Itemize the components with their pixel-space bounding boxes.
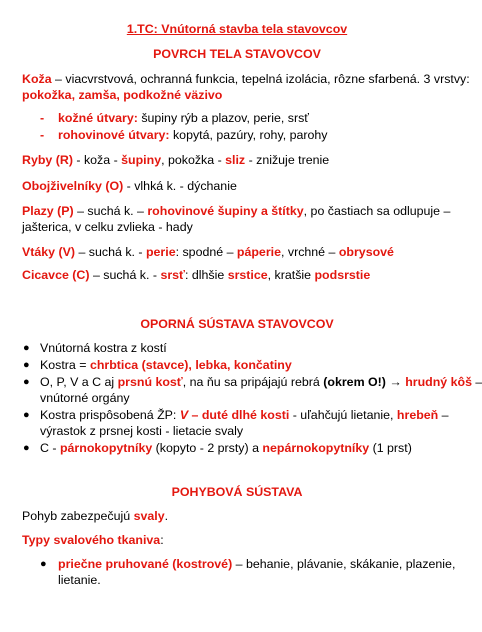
movement-paragraph [22,509,168,524]
dash-item-horn-formations [58,128,328,143]
text-run: – [438,408,449,422]
support-bullet-4-line-1 [40,408,449,423]
highlight-term: šupiny [121,153,162,167]
support-bullet-3-line-2: vnútorné orgány [40,391,130,405]
arrow-text: → [385,375,406,389]
birds-label: Vtáky (V) [22,245,76,259]
highlight-term: perie [145,245,176,259]
highlight-term: duté dlhé kosti [201,408,290,422]
text-run: (1 prst) [369,441,412,455]
text-run: O, P, V a C aj [40,375,118,389]
text-run: - koža - [72,153,122,167]
bullet-icon: ● [40,558,47,570]
highlight-term: V [179,408,189,422]
reptiles-line-2: jašterica, v celku zvlieka - hady [22,220,193,234]
section-heading-surface: POVRCH TELA STAVOVCOV [153,47,321,61]
dash-item-label: kožné útvary: [58,111,138,125]
highlight-term: podsrstie [314,268,371,282]
text-run: – [471,375,482,389]
text-run: Kostra prispôsobená ŽP: [40,408,180,422]
highlight-term: srstice [227,268,268,282]
text-run: , kratšie [267,268,315,282]
section-heading-support: OPORNÁ SÚSTAVA STAVOVCOV [140,317,334,331]
text-run: , po častiach sa odlupuje – [303,204,451,218]
text-run: – behanie, plávanie, skákanie, plazenie, [232,557,456,571]
text-run: , vrchné – [280,245,339,259]
fish-label: Ryby (R) [22,153,73,167]
amphibians-line [22,179,237,194]
document-title: 1.TC: Vnútorná stavba tela stavovcov [126,22,348,36]
fish-line [22,153,329,168]
support-bullet-4-line-2: výrastok z prsnej kosti - lietacie svaly [40,424,244,438]
text-run: Kostra = [40,358,90,372]
mammals-line [22,268,370,283]
dash-item-text: kopytá, pazúry, rohy, parohy [169,128,328,142]
skin-text: – viacvrstvová, ochranná funkcia, tepelná izolácia, rôzne sfarbená. 3 vrstvy: [51,72,470,86]
support-bullet-5 [40,441,412,456]
text-run: . [164,509,169,523]
text-run: , na ňu sa pripájajú rebrá [182,375,324,389]
highlight-term: páperie [236,245,281,259]
text-run: : spodné – [175,245,237,259]
muscle-bullet-1-line-2: lietanie. [58,573,101,587]
reptiles-line-1 [22,204,450,219]
text-run: – [188,408,202,422]
highlight-term: svaly [133,509,165,523]
section-heading-movement: POHYBOVÁ SÚSTAVA [171,485,303,499]
text-run: - vlhká k. - dýchanie [123,179,237,193]
text-run: , pokožka - [161,153,226,167]
highlight-term: hrudný kôš [405,375,472,389]
text-run: - znižuje trenie [245,153,330,167]
bullet-icon: ● [23,442,30,454]
text-run: Pohyb zabezpečujú [22,509,134,523]
highlight-term: rohovinové šupiny a štítky [147,204,304,218]
skin-label: Koža [22,72,52,86]
highlight-term: nepárnokopytníky [262,441,370,455]
dash-marker: - [40,111,45,125]
skin-paragraph-line-1 [22,72,470,87]
text-run: – suchá k. – [73,204,148,218]
text-run: : dlhšie [184,268,228,282]
text-run: , [227,358,234,372]
mammals-label: Cicavce (C) [22,268,90,282]
muscle-bullet-1-line-1 [58,557,455,572]
highlight-term: končatiny [233,358,292,372]
text-run: - uľahčujú lietanie, [289,408,397,422]
dash-item-text: šupiny rýb a plazov, perie, srsť [137,111,309,125]
dash-marker: - [40,128,45,142]
highlight-term: lebka [195,358,227,372]
highlight-term: párnokopytníky [59,441,153,455]
highlight-term: obrysové [338,245,394,259]
bullet-icon: ● [23,409,30,421]
highlight-term: Typy svalového tkaniva [22,533,161,547]
dash-item-skin-formations [58,111,309,126]
highlight-term: prsnú kosť [117,375,183,389]
support-bullet-1: Vnútorná kostra z kostí [40,341,167,355]
support-bullet-2 [40,358,292,373]
text-run: (kopyto - 2 prsty) a [152,441,263,455]
bullet-icon: ● [23,342,30,354]
birds-line [22,245,394,260]
bullet-icon: ● [23,359,30,371]
amphibians-label: Obojživelníky (O) [22,179,124,193]
emphasis-term: (okrem O!) [323,375,386,389]
skin-layers: pokožka, zamša, podkožné väzivo [22,88,223,102]
dash-item-label: rohovinové útvary: [58,128,170,142]
highlight-term: hrebeň [396,408,439,422]
highlight-term: sliz [225,153,246,167]
text-run: C - [40,441,60,455]
bullet-icon: ● [23,376,30,388]
reptiles-label: Plazy (P) [22,204,74,218]
highlight-term: priečne pruhované (kostrové) [58,557,233,571]
text-run: : [160,533,164,547]
highlight-term: srsť [160,268,185,282]
text-run: , [188,358,196,372]
highlight-term: chrbtica (stavce) [89,358,189,372]
muscle-types-label [22,533,164,548]
text-run: – suchá k. - [75,245,146,259]
text-run: – suchá k. - [89,268,161,282]
support-bullet-3-line-1 [40,375,482,390]
